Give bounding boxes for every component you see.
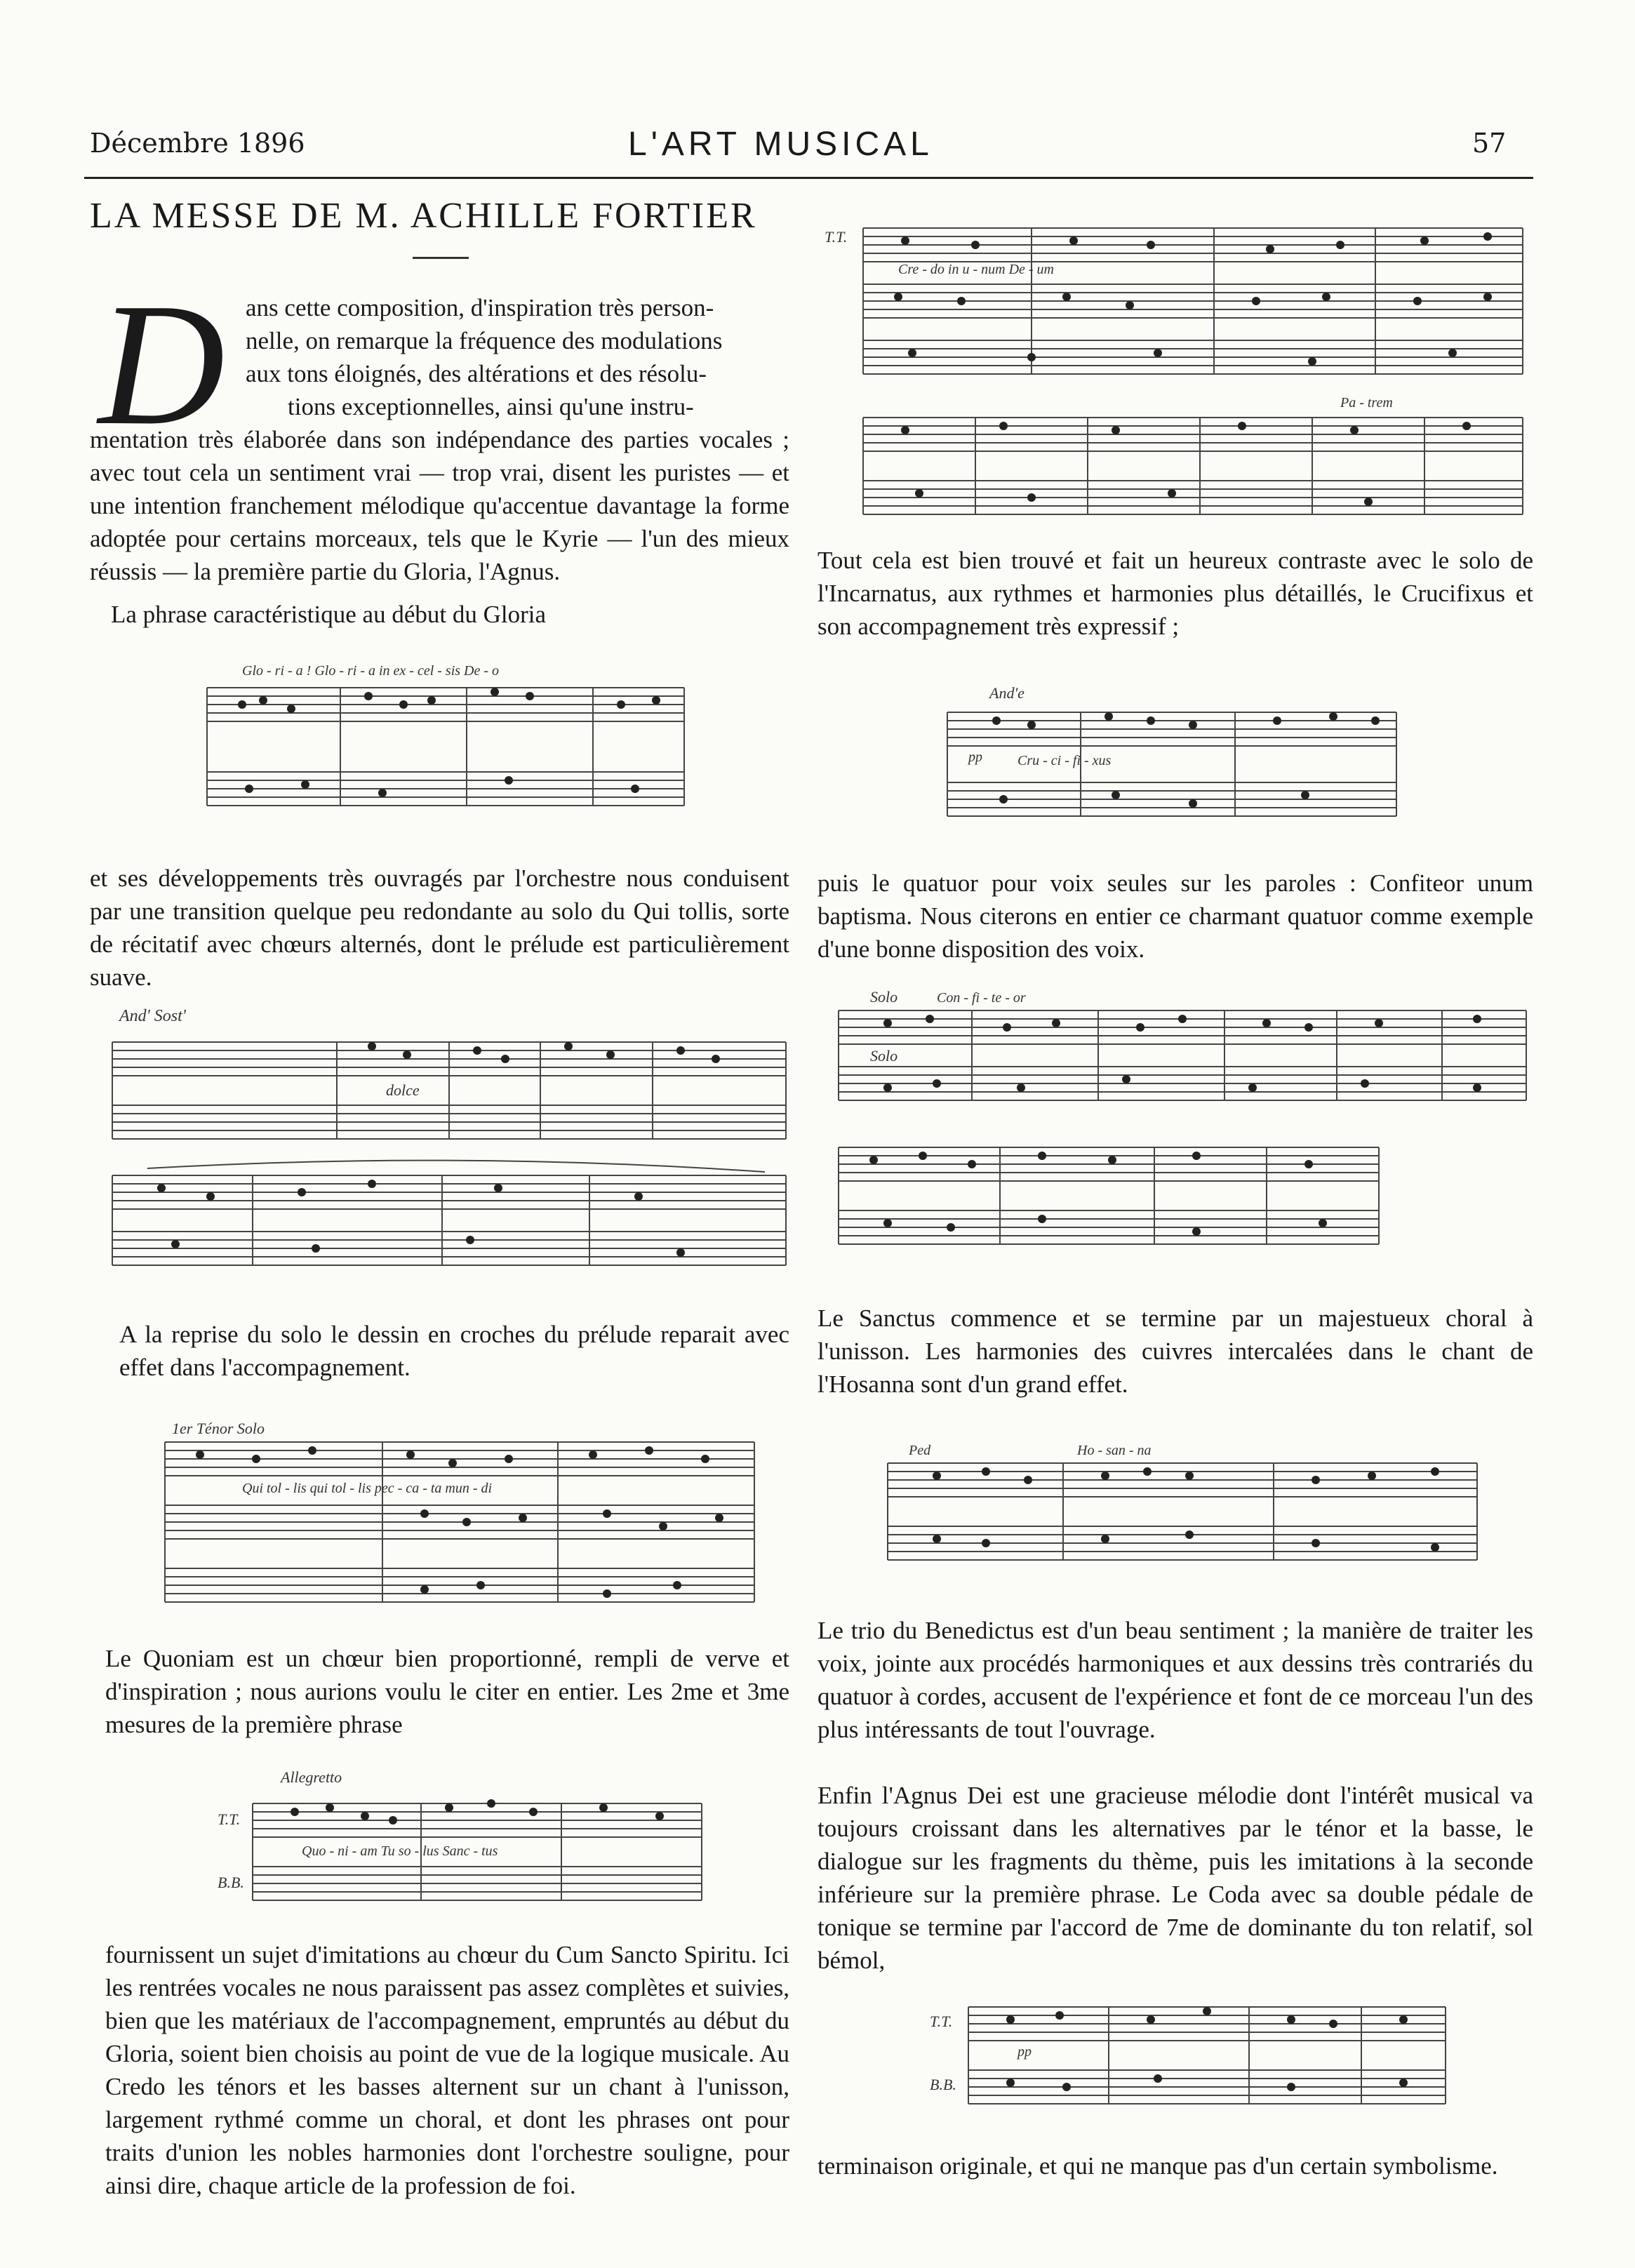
page-number: 57 (1472, 128, 1507, 159)
score-confiteor-tempo2: Solo (870, 1047, 898, 1065)
title-divider (413, 257, 469, 259)
score-agnus-voice-top: T.T. (930, 2013, 953, 2030)
paragraph-gloria: La phrase caractéristique au début du Gloria (111, 601, 547, 628)
score-qui-tollis-tempo: And' Sost' (119, 1007, 186, 1025)
paragraph-cum-sancto: fournissent un sujet d'imitations au chœur du Cum Sancto Spiritu. Ici les rentrées vocales ne nous paraissent pas assez complètes et suivies, bien que les matériaux de l'accompagnement, empruntés au début du Gloria, soient bien choisis au point de vue de la logique musicale. Au Credo les ténors et les basses alternent sur un chant à l'unisson, largement rythmé comme un choral, et dont les phrases ont pour traits d'union les nobles harmonies dont l'orchestre souligne, pour ainsi dire, chaque article de la profession de foi. (105, 1941, 789, 2199)
score-crucifixus-tempo: And'e (989, 684, 1025, 702)
paragraph-quoniam: Le Quoniam est un chœur bien proportionné, rempli de verve et d'inspiration ; nous aurions voulu le citer en entier. Les 2me et 3me mesures de la première phrase (105, 1645, 789, 1738)
score-gloria (200, 660, 691, 835)
score-credo-voice: T.T. (825, 228, 848, 246)
paragraph-sanctus: Le Sanctus commence et se termine par un majestueux choral à l'unisson. Les harmonies des cuivres intercalées dans le chant de l'Hosanna sont d'un grand effet. (818, 1305, 1533, 1398)
score-crucifixus (940, 677, 1403, 853)
paragraph-incarnatus: Tout cela est bien trouvé et fait un heureux contraste avec le solo de l'Incarnatus, aux rythmes et harmonies plus détaillés, le Crucifixus et son accompagnement très expressif ; (818, 547, 1533, 640)
score-tenor-solo-tempo: 1er Ténor Solo (172, 1420, 265, 1437)
paragraph-reprise: A la reprise du solo le dessin en croches du prélude reparait avec effet dans l'accompagnement. (119, 1321, 789, 1381)
header-rule (84, 177, 1533, 179)
score-sanctus-tempo: Ped (909, 1443, 931, 1458)
header-date: Décembre 1896 (90, 128, 305, 159)
drop-capital: D (98, 267, 225, 462)
score-confiteor-lyrics: Con - fi - te - or (937, 990, 1026, 1006)
score-sanctus (881, 1435, 1484, 1582)
paragraph-developments: et ses développements très ouvragés par l'orchestre nous conduisent par une transition quelque peu redondante au solo du Qui tollis, sorte de récitatif avec chœurs alternés, dont le prélude est particulièrement suave. (90, 865, 789, 991)
score-crucifixus-dyn: pp (968, 749, 982, 765)
score-quoniam-voice-top: T.T. (218, 1810, 241, 1828)
score-tenor-solo-lyrics: Qui tol - lis qui tol - lis pec - ca - ta mun - di (242, 1481, 493, 1496)
score-gloria-lyrics: Glo - ri - a ! Glo - ri - a in ex - cel - sis De - o (242, 663, 500, 679)
score-agnus-dyn: pp (1017, 2044, 1032, 2060)
paragraph-intro-head: ans cette composition, d'inspiration très person- nelle, on remarque la fréquence des modulations aux tons éloignés, des altérations et des résolu- tions exceptionnelles, ainsi qu'une instru- (246, 294, 723, 420)
score-quoniam-lyrics: Quo - ni - am Tu so - lus Sanc - tus (302, 1843, 498, 1859)
score-agnus (926, 1979, 1460, 2119)
paragraph-benedictus: Le trio du Benedictus est d'un beau sentiment ; la manière de traiter les voix, jointe aux procédés harmoniques et aux dessins très contrariés du quatuor à cordes, accusent de l'expérience et font de ce morceau l'un des plus intéressants de tout l'ouvrage. (818, 1617, 1533, 1743)
score-crucifixus-lyrics: Cru - ci - fi - xus (1017, 753, 1112, 768)
paragraph-confiteor: puis le quatuor pour voix seules sur les paroles : Confiteor unum baptisma. Nous citerons en entier ce charmant quatuor comme exemple d'une bonne disposition des voix. (818, 869, 1533, 963)
score-qui-tollis-dolce: dolce (386, 1081, 420, 1099)
score-qui-tollis (105, 1000, 793, 1281)
paragraph-conclusion: terminaison originale, et qui ne manque pas d'un certain symbolisme. (818, 2152, 1498, 2180)
score-quoniam-voice-bottom: B.B. (218, 1874, 244, 1891)
article-title: LA MESSE DE M. ACHILLE FORTIER (90, 196, 757, 236)
score-quoniam (211, 1761, 730, 1916)
score-sanctus-lyrics: Ho - san - na (1077, 1443, 1152, 1458)
score-confiteor (832, 982, 1533, 1270)
score-credo-extra: Pa - trem (1340, 395, 1393, 411)
score-credo (821, 207, 1530, 537)
score-quoniam-tempo: Allegretto (281, 1768, 342, 1786)
paragraph-intro: mentation très élaborée dans son indépendance des parties vocales ; avec tout cela un sentiment vrai — trop vrai, disent les puristes — et une intention franchement mélodique qu'accentue davantage la forme adoptée pour certains morceaux, tels que le Kyrie — l'un des mieux réussis — la première partie du Gloria, l'Agnus. (90, 426, 789, 585)
score-confiteor-tempo: Solo (870, 988, 898, 1006)
score-tenor-solo (158, 1414, 761, 1617)
paragraph-agnus: Enfin l'Agnus Dei est une gracieuse mélodie dont l'intérêt musical va toujours croissant dans les alternatives par le ténor et la basse, le dialogue sur les fragments du thème, puis les imitations à la seconde inférieure sur la première phrase. Le Coda avec sa double pédale de tonique se termine par l'accord de 7me de dominante du ton relatif, sol bémol, (818, 1782, 1533, 1974)
journal-title: L'ART MUSICAL (628, 126, 933, 163)
score-agnus-voice-bottom: B.B. (930, 2076, 956, 2093)
score-credo-lyrics: Cre - do in u - num De - um (898, 262, 1055, 277)
